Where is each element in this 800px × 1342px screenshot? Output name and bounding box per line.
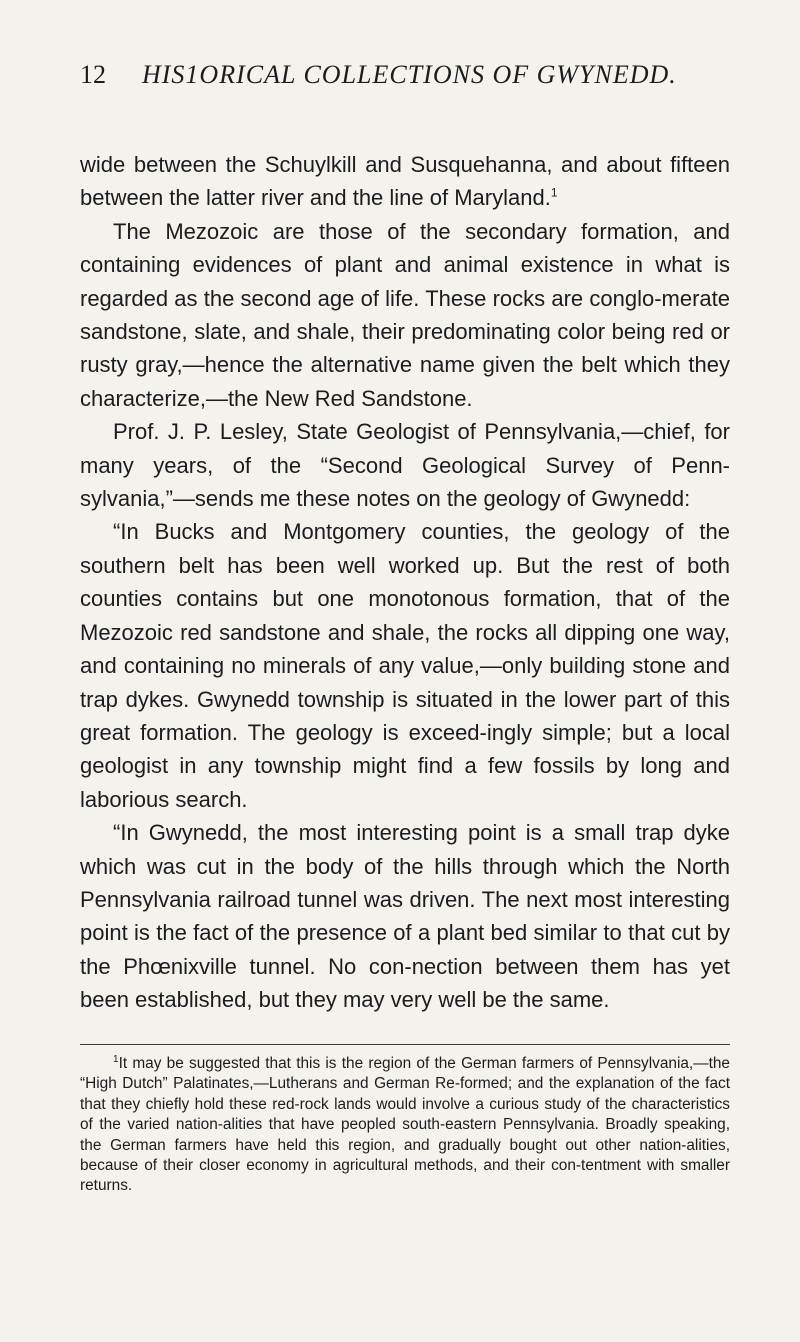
paragraph-2: The Mezozoic are those of the secondary formation, and containing evidences of plant and animal existence in what is regarded as the second age of life. These rocks are conglo-merate sandstone, slate, and shale, their predominating color being red or rusty gray,—hence the alternative name given the belt which they characterize,—the New Red Sandstone. xyxy=(80,218,730,411)
paragraph-5: “In Gwynedd, the most interesting point is a small trap dyke which was cut in the body of the hills through which the North Pennsylvania railroad tunnel was driven. The next most interesting point is the fact of the presence of a plant bed similar to that cut by the Phœnixville tunnel. No con-nection between them has yet been established, but they may very well be the same. xyxy=(80,820,730,1013)
footnote-reference: 1 xyxy=(550,186,558,201)
footnote xyxy=(80,1054,730,1197)
paragraph-1 xyxy=(80,148,730,215)
footnote-text: It may be suggested that this is the region of the German farmers of Pennsylvania,—the “High Dutch” Palatinates,—Lutherans and German Re-formed; and the explanation of the fact that they chiefly hold these red-rock lands would involve a curious study of the characteristics of the varied nation-alities that have peopled south-eastern Pennsylvania. Broadly speaking, the German farmers have held this region, and gradually bought out other nation-alities, because of their closer economy in agricultural methods, and their con-tentment with smaller returns. xyxy=(80,1055,730,1195)
body-text xyxy=(80,148,730,1017)
footnote-divider xyxy=(80,1044,730,1045)
footnote-mark: 1 xyxy=(113,1053,119,1065)
page-number: 12 xyxy=(80,60,106,89)
page-header xyxy=(80,60,730,100)
paragraph-3: Prof. J. P. Lesley, State Geologist of Pennsylvania,—chief, for many years, of the “Second Geological Survey of Penn-sylvania,”—sends me these notes on the geology of Gwynedd: xyxy=(80,419,730,512)
paragraph-4: “In Bucks and Montgomery counties, the geology of the southern belt has been well worked up. But the rest of both counties contains but one monotonous formation, that of the Mezozoic red sandstone and shale, the rocks all dipping one way, and containing no minerals of any value,—only building stone and trap dykes. Gwynedd township is situated in the lower part of this great formation. The geology is exceed-ingly simple; but a local geologist in any township might find a few fossils by long and laborious search. xyxy=(80,519,730,812)
running-head: HIS1ORICAL COLLECTIONS OF GWYNEDD. xyxy=(142,60,677,89)
paragraph-1-text: wide between the Schuylkill and Susquehanna, and about fifteen between the latter river and the line of Maryland. xyxy=(80,152,730,211)
